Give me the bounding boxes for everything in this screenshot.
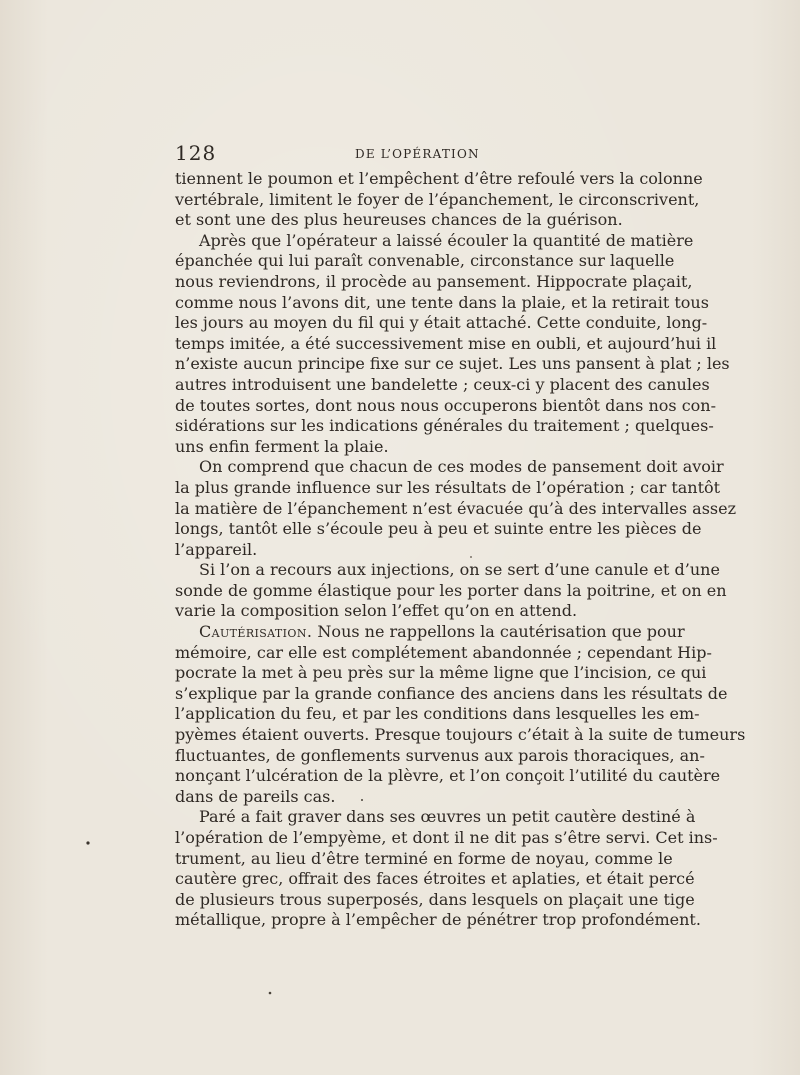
text-line: l’application du feu, et par les conditions dans lesquelles les em- (175, 704, 700, 724)
text-line: la matière de l’épanchement n’est évacuée qu’à des intervalles assez (175, 498, 737, 518)
section-heading: Cautérisation. (199, 622, 313, 642)
text-line: métallique, propre à l’empêcher de pénétrer trop profondément. (175, 910, 701, 930)
text-run: Nous ne rappellons la cautérisation que pour (312, 622, 685, 642)
text-line: trument, au lieu d’être terminé en forme de noyau, comme le (175, 848, 673, 868)
text-line: On comprend que chacun de ces modes de pansement doit avoir (199, 457, 724, 477)
text-line: les jours au moyen du fil qui y était attaché. Cette conduite, long- (175, 313, 708, 333)
text-line: épanchée qui lui paraît convenable, circonstance sur laquelle (175, 251, 675, 271)
paper-speck (86, 841, 89, 844)
text-line: cautère grec, offrait des faces étroites et aplaties, et était percé (175, 869, 695, 889)
text-line: la plus grande influence sur les résultats de l’opération ; car tantôt (175, 477, 721, 497)
text-line: varie la composition selon l’effet qu’on en attend. (175, 601, 578, 621)
text-line: s’explique par la grande confiance des anciens dans les résultats de (175, 683, 728, 703)
body-text (175, 169, 746, 931)
text-line: temps imitée, a été successivement mise en oubli, et aujourd’hui il (175, 333, 717, 353)
text-line: Si l’on a recours aux injections, on se sert d’une canule et d’une (199, 560, 720, 580)
text-line: autres introduisent une bandelette ; ceux-ci y placent des canules (175, 374, 710, 394)
text-line: Paré a fait graver dans ses œuvres un petit cautère destiné à (199, 807, 696, 827)
text-line: uns enfin ferment la plaie. (175, 436, 389, 456)
text-line: Après que l’opérateur a laissé écouler la quantité de matière (199, 230, 694, 250)
text-line: nous reviendrons, il procède au pansement. Hippocrate plaçait, (175, 271, 693, 291)
text-line: comme nous l’avons dit, une tente dans la plaie, et la retirait tous (175, 292, 709, 312)
text-line: l’appareil. (175, 539, 258, 559)
text-line: pocrate la met à peu près sur la même ligne que l’incision, ce qui (175, 663, 707, 683)
text-line: et sont une des plus heureuses chances de la guérison. (175, 210, 623, 230)
text-line: de toutes sortes, dont nous nous occuperons bientôt dans nos con- (175, 395, 716, 415)
page-header (175, 141, 640, 169)
text-line: sidérations sur les indications générales du traitement ; quelques- (175, 416, 714, 436)
text-line: vertébrale, limitent le foyer de l’épanchement, le circonscrivent, (175, 189, 700, 209)
text-line: pyèmes étaient ouverts. Presque toujours c’était à la suite de tumeurs (175, 725, 746, 745)
text-line: sonde de gomme élastique pour les porter dans la poitrine, et on en (175, 580, 727, 600)
text-line: de plusieurs trous superposés, dans lesquels on plaçait une tige (175, 889, 695, 909)
text-line: tiennent le poumon et l’empêchent d’être refoulé vers la colonne (175, 169, 703, 188)
text-line: n’existe aucun principe fixe sur ce sujet. Les uns pansent à plat ; les (175, 354, 730, 374)
text-line: longs, tantôt elle s’écoule peu à peu et suinte entre les pièces de (175, 519, 702, 539)
paragraph (175, 560, 727, 622)
paragraph (175, 230, 730, 458)
paper-speck (269, 992, 272, 995)
text-line: dans de pareils cas. (175, 786, 336, 806)
text-line: l’opération de l’empyème, et dont il ne dit pas s’être servi. Cet ins- (175, 828, 718, 847)
text-line: nonçant l’ulcération de la plèvre, et l’on conçoit l’utilité du cautère (175, 766, 721, 786)
paragraph (175, 169, 703, 231)
running-head: DE L’OPÉRATION (355, 147, 480, 161)
paragraph (175, 457, 737, 560)
text-line: fluctuantes, de gonflements survenus aux parois thoraciques, an- (175, 745, 705, 765)
paragraph (175, 807, 718, 931)
text-line: mémoire, car elle est complétement abandonnée ; cependant Hip- (175, 642, 712, 662)
text-line (175, 622, 685, 643)
paragraph (175, 622, 746, 807)
page-number: 128 (175, 141, 217, 165)
